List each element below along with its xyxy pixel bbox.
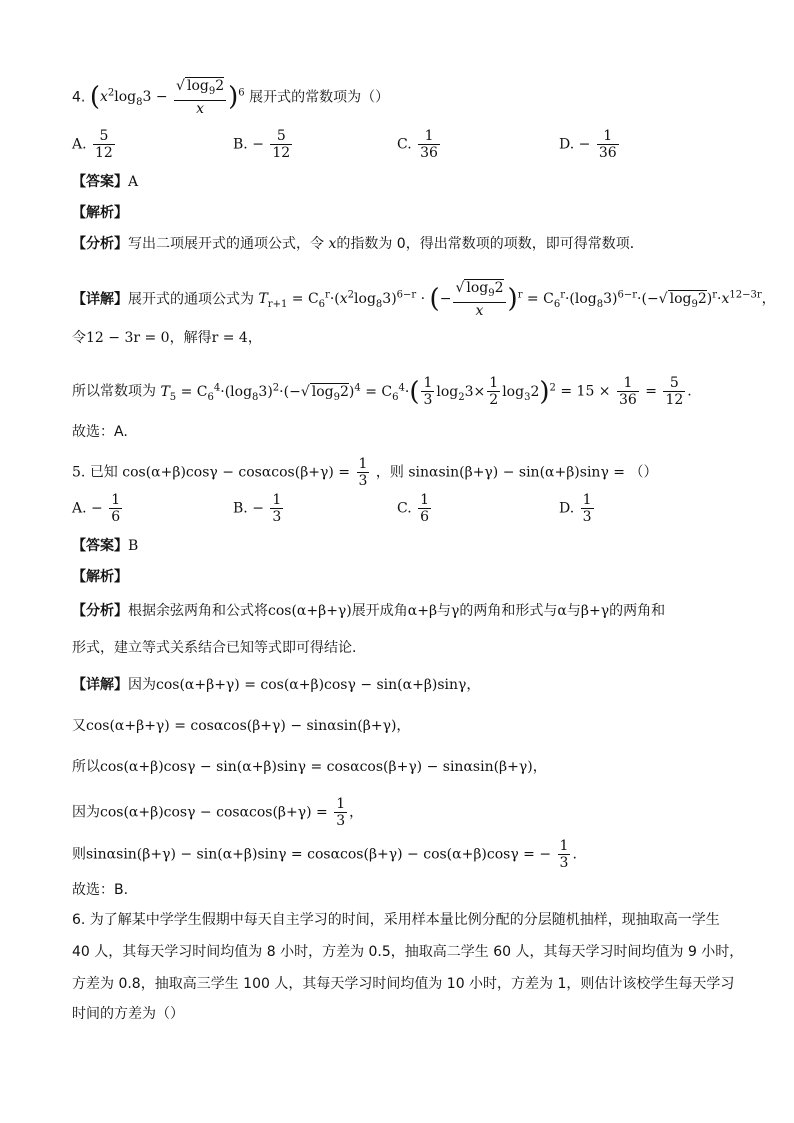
q4-constant-term: 所以常数项为 $T_5 = C_6^4\cdot(\log_83)^2\cdot(-√$ $\log_92)^4 = C_6^4\cdot$( $\frac{1}{3}$ $\log_23\times$ $\frac{1}{2}$ $\log_32)^2 = 15$ × $\frac{1}{36}$ = $\frac{5}{12}$ . xyxy=(72,375,692,408)
q6-line-4: 时间的方差为（） xyxy=(72,1006,184,1022)
q5-option-d: D. $\frac{1}{3}$ xyxy=(559,492,592,525)
q5-answer: 【答案】B xyxy=(72,538,139,554)
q5-xiangjie-5: 则sinαsin(β+γ) − sin(α+β)sinγ = cosαcos(β+γ) − cos(α+β)cosγ = − $\frac{1}{3}$ . xyxy=(72,838,577,871)
q5-xiangjie-1: 【详解】因为cos(α+β+γ) = cos(α+β)cosγ − sin(α+β)sinγ， xyxy=(72,677,481,693)
q6-line-2: 40 人，其每天学习时间均值为 8 小时，方差为 0.5，抽取高二学生 60 人，其每天学习时间均值为 9 小时， xyxy=(72,944,744,960)
q5-xiangjie-4: 因为cos(α+β)cosγ − cosαcos(β+γ) = $\frac{1}{3}$ ， xyxy=(72,796,364,829)
q5-choice: 故选：B. xyxy=(72,882,129,898)
q4-xiangjie: 【详解】展开式的通项公式为 $T_{r+1} = C_6^r\cdot(x^2\log_83)^{6-r}$ · (− $\frac{√ \log_92}{x}$ )$^r = C_6^r\cdot(\log_83)^{6-r}\cdot(-√$ $\log_92)^r\cdot x^{12-3r}$， xyxy=(72,280,776,319)
q5-xiangjie-3: 所以cos(α+β)cosγ − sin(α+β)sinγ = cosαcos(β+γ) − sinαsin(β+γ)， xyxy=(72,759,547,775)
q4-analysis-heading: 【解析】 xyxy=(72,205,128,221)
q4-option-d: D. − $\frac{1}{36}$ xyxy=(559,128,617,161)
q5-option-a: A. − $\frac{1}{6}$ xyxy=(72,492,121,525)
q4-fenxi: 【分析】写出二项展开式的通项公式，令 x的指数为 0，得出常数项的项数，即可得常数项． xyxy=(72,236,644,252)
q4-option-c: C. $\frac{1}{36}$ xyxy=(397,128,438,161)
q4-option-b: B. − $\frac{5}{12}$ xyxy=(233,128,291,161)
q5-fenxi-line2: 形式，建立等式关系结合已知等式即可得结论. xyxy=(72,640,357,656)
q4-option-a: A. $\frac{5}{12}$ xyxy=(72,128,113,161)
q5-fenxi: 【分析】根据余弦两角和公式将cos(α+β+γ)展开成角α+β与γ的两角和形式与α与β+γ的两角和 xyxy=(72,603,666,619)
q5-xiangjie-2: 又cos(α+β+γ) = cosαcos(β+γ) − sinαsin(β+γ)， xyxy=(72,718,411,734)
q5-option-c: C. $\frac{1}{6}$ xyxy=(397,492,430,525)
q4-answer: 【答案】A xyxy=(72,174,139,190)
q5-analysis-heading: 【解析】 xyxy=(72,569,128,585)
q4-choice: 故选：A. xyxy=(72,424,128,440)
q5-stem: 5. 已知 cos(α+β)cosγ − cosαcos(β+γ) = $\frac{1}{3}$ ，则 sinαsin(β+γ) − sin(α+β)sinγ = （） xyxy=(72,456,658,489)
q4-number: 4. xyxy=(72,89,86,106)
q4-expression: ($x^2\log_83$ − $\frac{√ \log_92}{x}$ )$^6$ xyxy=(89,78,245,117)
q4-ling: 令12 − 3r = 0，解得r = 4， xyxy=(72,330,262,346)
q4-stem-tail: 展开式的常数项为（） xyxy=(249,89,390,106)
q6-line-3: 方差为 0.8，抽取高三学生 100 人，其每天学习时间均值为 10 小时，方差为 1，则估计该校学生每天学习 xyxy=(72,976,735,992)
q4-stem xyxy=(72,78,389,117)
q5-option-b: B. − $\frac{1}{3}$ xyxy=(233,492,282,525)
q6-line-1: 6. 为了解某中学学生假期中每天自主学习的时间，采用样本量比例分配的分层随机抽样，现抽取高一学生 xyxy=(72,912,720,928)
